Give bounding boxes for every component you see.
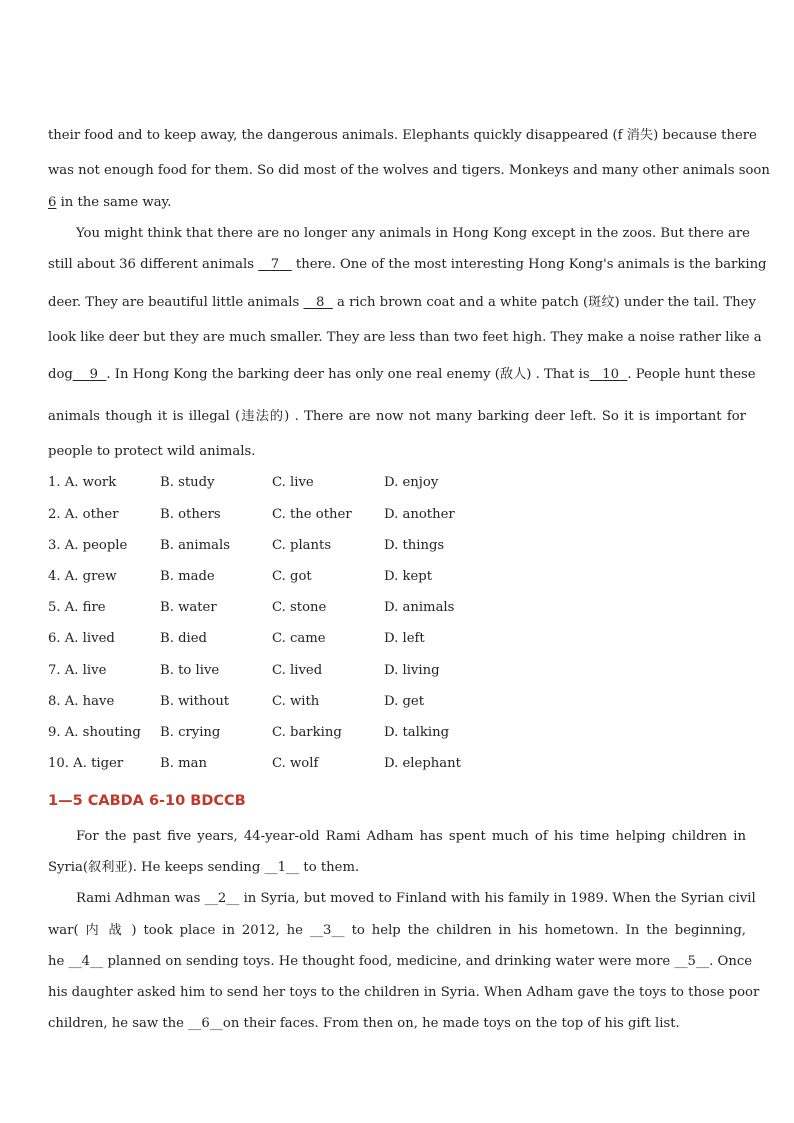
passage1-line-6: deer. They are beautiful little animals 8 a rich brown coat and a white patch (斑纹) under the tail. They [48,295,756,310]
passage2-line-3: Rami Adhman was __2__ in Syria, but moved to Finland with his family in 1989. When the Syrian civil [76,891,756,906]
passage2-line-2: Syria(叙利亚). He keeps sending __1__ to them. [48,860,360,875]
passage1-line-9: animals though it is illegal (违法的) . There are now not many barking deer left. So it is important for [48,409,746,424]
passage1-line-10: people to protect wild animals. [48,444,256,459]
passage1-line-8: dog 9 . In Hong Kong the barking deer has only one real enemy (敌人) . That is 10 . People hunt these [48,367,756,382]
passage1-line-2: was not enough food for them. So did most of the wolves and tigers. Monkeys and many other animals soon [48,163,770,178]
passage2-line-4: war( 内 战 ) took place in 2012, he __3__ to help the children in his hometown. In the beginning, [48,923,746,938]
blank-9: 9 [89,367,98,382]
passage2-line-7: children, he saw the __6__on their faces. From then on, he made toys on the top of his gift list. [48,1016,680,1031]
passage1-line-1: their food and to keep away, the dangerous animals. Elephants quickly disappeared (f 消失) because there [48,128,757,143]
blank-8: 8 [316,295,325,310]
passage1-line-7: look like deer but they are much smaller. They are less than two feet high. They make a noise rather like a [48,330,762,345]
passage2-line-5: he __4__ planned on sending toys. He thought food, medicine, and drinking water were more __5__. Once [48,954,753,969]
answer-key: 1—5 CABDA 6-10 BDCCB [48,793,246,809]
passage2-line-1: For the past five years, 44-year-old Rami Adham has spent much of his time helping children in [76,829,746,844]
blank-10: 10 [602,367,619,382]
blank-7: 7 [270,257,280,272]
document-page: their food and to keep away, the dangerous animals. Elephants quickly disappeared (f 消失) because there was not enough food for them. So did most of the wolves and tigers. Monkeys and many other animals soon 6 in the same way. You might think that there are no longer any animals in Hong Kong except in the zoos. But there are still about 36 different animals 7 there. One of the most interesting Hong Kong's animals is the barking deer. They are beautiful little animals 8 a rich brown coat and a white patch (斑纹) under the tail. They look like deer but they are much smaller. They are less than two feet high. They make a noise rather like a dog 9 . In Hong Kong the barking deer has only one real enemy (敌人) . That is 10 . People hunt these animals though it is illegal (违法的) . There are now not many barking deer left. So it is important for people to protect wild animals. 1. A. work B. study C. live D. enjoy 2. A. other B. others C. the other D. another 3. A. people B. animals C. plants D. things 4. A. grew B. made C. got D. kept 5. A. fire B. water C. stone D. animals 6. A. lived B. died C. came D. left 7. A. live B. to live C. lived D. living 8. A. have B. without C. with D. get 9. A. shouting B. crying C. barking D. talking 10. A. tiger B. man C. wolf D. elephant 1—5 CABDA 6-10 BDCCB For the past five years, 44-year-old Rami Adham has spent much of his time helping children in Syria(叙利亚). He keeps sending __1__ to them. Rami Adhman was __2__ in Syria, but moved to Finland with his family in 1989. When the Syrian civil war( 内 战 ) took place in 2012, he __3__ to help the children in his hometown. In the beginning, he __4__ planned on sending toys. He thought food, medicine, and drinking water were more __5__. Once his daughter asked him to send her toys to the children in Syria. When Adham gave the toys to those poor children, he saw the __6__on their faces. From then on, he made toys on the top of his gift list. [48,128,770,1031]
passage1-line-3: 6 in the same way. [48,195,172,210]
passage1-line-5: still about 36 different animals 7 there. One of the most interesting Hong Kong's animals is the barking [48,257,767,272]
blank-6: 6 [48,195,57,210]
passage2-line-6: his daughter asked him to send her toys to the children in Syria. When Adham gave the toys to those poor [48,985,760,1000]
passage1-paragraph-2-start: You might think that there are no longer any animals in Hong Kong except in the zoos. But there are [76,226,750,241]
